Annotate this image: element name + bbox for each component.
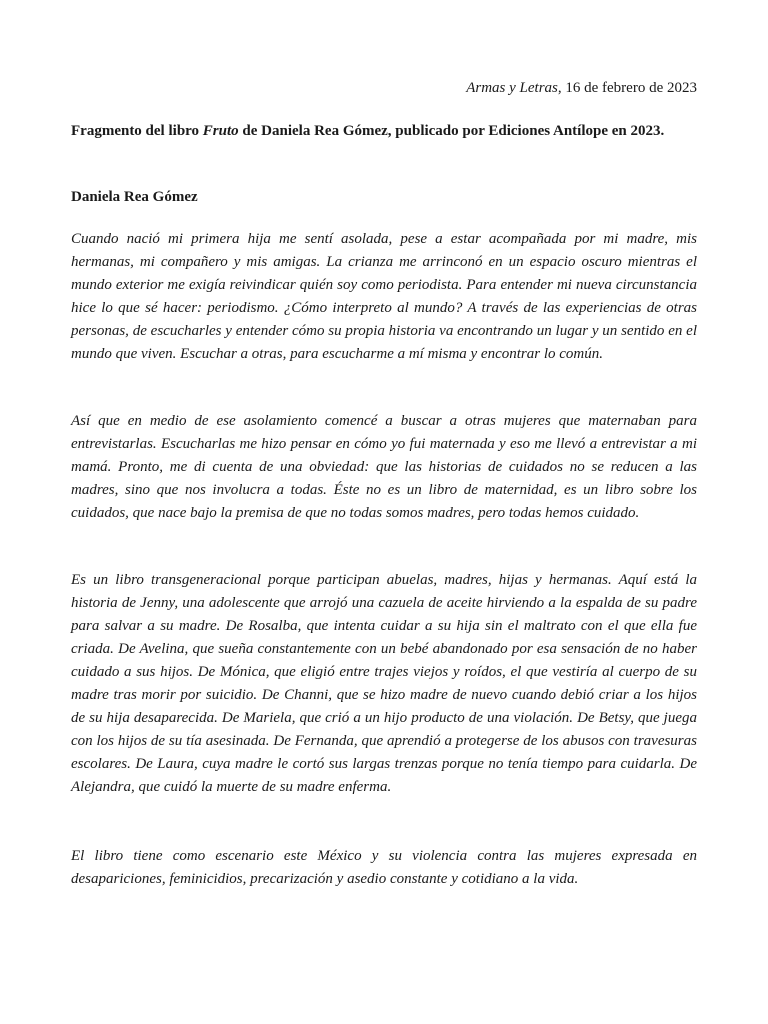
dateline-source: Armas y Letras <box>466 80 558 96</box>
heading-prefix: Fragmento del libro <box>71 123 203 139</box>
body-paragraph-3: Es un libro transgeneracional porque participan abuelas, madres, hijas y hermanas. Aquí está la historia de Jenny, una adolescente que arrojó una cazuela de aceite hirviendo a la espalda de su padre para salvar a su madre. De Rosalba, que intenta cuidar a su hija sin el maltrato con el que ella fue criada. De Avelina, que sueña constantemente con un bebé abandonado por esa sensación de no haber cuidado a sus hijos. De Mónica, que eligió entre trajes viejos y roídos, el que vestiría al cuerpo de su madre tras morir por suicidio. De Channi, que se hizo madre de nuevo cuando debió criar a los hijos de su hija desaparecida. De Mariela, que crió a un hijo producto de una violación. De Betsy, que juega con los hijos de su tía asesinada. De Fernanda, que aprendió a protegerse de los abusos con travesuras escolares. De Laura, cuya madre le cortó sus largas trenzas porque no tenía tiempo para cuidarla. De Alejandra, que cuidó la muerte de su madre enferma. <box>71 572 697 795</box>
heading-suffix: de Daniela Rea Gómez, publicado por Ediciones Antílope en 2023. <box>238 123 665 139</box>
article-heading <box>71 120 697 143</box>
body-paragraph-4: El libro tiene como escenario este México y su violencia contra las mujeres expresada en desapariciones, feminicidios, precarización y asedio constante y cotidiano a la vida. <box>71 848 697 887</box>
dateline-date: , 16 de febrero de 2023 <box>557 80 697 96</box>
body-paragraph-1: Cuando nació mi primera hija me sentí asolada, pese a estar acompañada por mi madre, mis hermanas, mi compañero y mis amigas. La crianza me arrinconó en un espacio oscuro mientras el mundo exterior me exigía reivindicar quién soy como periodista. Para entender mi nueva circunstancia hice lo que sé hacer: periodismo. ¿Cómo interpreto al mundo? A través de las experiencias de otras personas, de escucharles y entender cómo su propia historia va encontrando un lugar y un sentido en el mundo que viven. Escuchar a otras, para escucharme a mí misma y encontrar lo común. <box>71 231 697 362</box>
body-paragraph-2: Así que en medio de ese asolamiento comencé a buscar a otras mujeres que maternaban para entrevistarlas. Escucharlas me hizo pensar en cómo yo fui maternada y eso me llevó a entrevistar a mi mamá. Pronto, me di cuenta de una obviedad: que las historias de cuidados no se reducen a las madres, sino que nos involucra a todas. Éste no es un libro de maternidad, es un libro sobre los cuidados, que nace bajo la premisa de que no todas somos madres, pero todas hemos cuidado. <box>71 413 697 521</box>
dateline <box>466 77 697 99</box>
book-title: Fruto <box>202 123 239 139</box>
author-name: Daniela Rea Gómez <box>71 189 198 205</box>
